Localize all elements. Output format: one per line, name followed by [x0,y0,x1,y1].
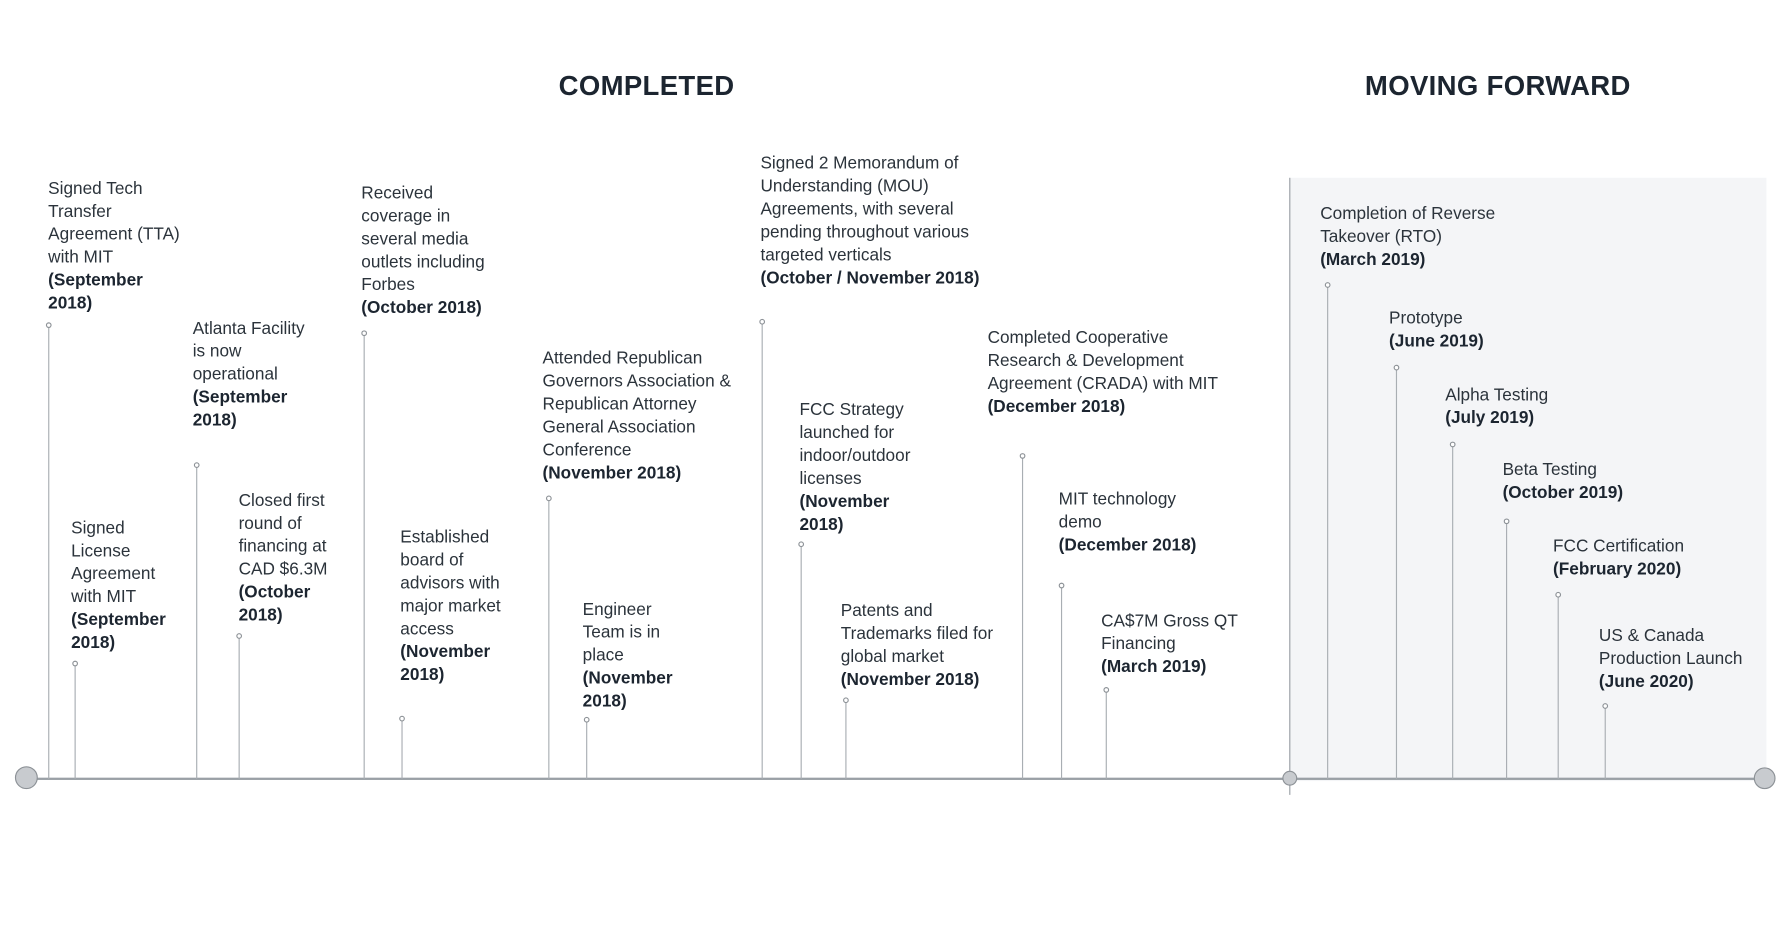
milestone-description: Completion of Reverse Takeover (RTO) [1320,204,1496,247]
milestone-board-of-advisors [400,526,509,687]
milestone-dot [1020,453,1026,459]
milestone-fcc-strategy [799,399,931,537]
milestone-date: (September 2018) [192,387,288,431]
milestone-date: (September 2018) [71,610,166,653]
milestone-date: (November 2018) [582,668,673,712]
milestone-date: (June 2020) [1598,672,1694,692]
milestone-stem [1506,522,1507,779]
milestone-description: FCC Strategy launched for indoor/outdoor licenses [799,400,911,489]
milestone-description: Alpha Testing [1445,385,1549,405]
milestone-atlanta [193,318,310,433]
milestone-first-financing [239,490,349,628]
milestone-fcc-certification [1553,536,1737,582]
timeline-start-marker [15,766,38,789]
milestone-stem [75,664,76,779]
milestone-date: (March 2019) [1320,250,1426,270]
milestone-description: Established board of advisors with major market access [400,527,501,639]
milestone-description: Signed Tech Transfer Agreement (TTA) with MIT [48,178,180,268]
milestone-date: (June 2019) [1389,331,1484,351]
milestone-dot [759,319,765,325]
milestone-dot [584,717,590,723]
milestone-description: Prototype [1389,308,1463,329]
milestone-patents-trademarks [841,600,1025,692]
milestone-alpha-testing [1445,384,1629,430]
milestone-dot [546,496,552,502]
milestone-date: (September 2018) [48,270,143,314]
milestone-dot [1103,687,1109,693]
milestone-qt-financing [1101,610,1273,679]
milestone-stem [1452,445,1453,779]
moving-forward-heading: MOVING FORWARD [1364,71,1631,103]
milestone-stem [1605,707,1606,779]
milestone-dot [1450,442,1456,448]
milestone-crada [988,327,1223,419]
milestone-date: (October 2018) [238,582,311,626]
milestone-description: Beta Testing [1502,459,1597,480]
milestone-description: Engineer Team is in place [582,599,661,666]
milestone-license [71,517,186,655]
milestone-stem [845,701,846,779]
milestone-description: Atlanta Facility is now operational [192,318,305,385]
milestone-dot [1325,282,1331,288]
milestone-stem [586,720,587,778]
milestone-date: (March 2019) [1101,657,1207,677]
milestone-date: (July 2019) [1445,408,1535,428]
milestone-date: (November 2018) [542,463,682,483]
milestone-stem [239,637,240,779]
milestone-dot [1059,583,1065,589]
completed-forward-divider [1289,178,1290,795]
timeline-present-marker [1282,771,1297,786]
milestone-dot [361,330,367,336]
milestone-stem [801,545,802,779]
timeline-axis [25,778,1765,780]
milestone-stem [1327,286,1328,779]
milestone-production-launch [1599,625,1765,694]
milestone-dot [798,541,804,547]
milestone-stem [1106,690,1107,778]
milestone-description: Patents and Trademarks filed for global market [840,601,994,667]
milestone-dot [72,661,78,667]
milestone-rto [1320,203,1526,272]
milestone-dot [1504,518,1510,524]
milestone-stem [1396,368,1397,779]
milestone-description: FCC Certification [1553,536,1685,557]
milestone-description: CA$7M Gross QT Financing [1101,611,1238,654]
milestone-description: Attended Republican Governors Association & Republican Attorney General Association Conference [542,348,731,460]
milestone-stem [401,719,402,779]
milestone-stem [762,322,763,779]
milestone-stem [364,334,365,779]
milestone-date: (October 2018) [361,298,482,318]
milestone-dot [843,697,849,703]
milestone-stem [196,466,197,779]
milestone-stem [48,326,49,779]
milestone-dot [1394,365,1400,371]
timeline-end-marker [1754,767,1776,789]
milestone-rga-conference [543,348,740,486]
milestone-mou-agreements [760,153,980,291]
milestone-description: MIT technology demo [1058,489,1176,533]
milestone-beta-testing [1503,459,1687,505]
milestone-date: (December 2018) [987,396,1126,417]
milestone-stem [1061,586,1062,779]
milestone-date: (November 2018) [400,642,491,685]
milestone-description: Closed first round of financing at CAD $6.3M [238,490,328,580]
milestone-description: Completed Cooperative Research & Development Agreement (CRADA) with MIT [987,328,1218,394]
milestone-description: Received coverage in several media outlets including Forbes [361,183,485,295]
milestone-date: (December 2018) [1058,535,1197,556]
milestone-media-coverage [361,182,504,320]
milestone-date: (November 2018) [840,669,980,690]
milestone-stem [1558,595,1559,779]
milestone-stem [548,499,549,779]
milestone-dot [399,716,405,722]
milestone-dot [194,462,200,468]
milestone-dot [1555,592,1561,598]
milestone-date: (October 2019) [1502,482,1624,503]
milestone-description: Signed License Agreement with MIT [71,518,156,607]
milestone-date: (February 2020) [1553,559,1682,580]
milestone-dot [1602,703,1608,709]
milestone-date: (October / November 2018) [760,268,980,288]
milestone-engineer-team [583,599,698,714]
milestone-mit-demo [1059,489,1208,558]
milestone-prototype [1389,307,1573,353]
milestone-tta [48,178,183,316]
milestone-dot [236,633,242,639]
milestone-date: (November 2018) [799,492,890,535]
milestone-dot [46,322,52,328]
completed-heading: COMPLETED [558,71,735,103]
milestone-description: US & Canada Production Launch [1598,626,1743,669]
milestone-stem [1022,457,1023,779]
milestone-description: Signed 2 Memorandum of Understanding (MOU) Agreements, with several pending throughout various targeted verticals [760,153,969,265]
